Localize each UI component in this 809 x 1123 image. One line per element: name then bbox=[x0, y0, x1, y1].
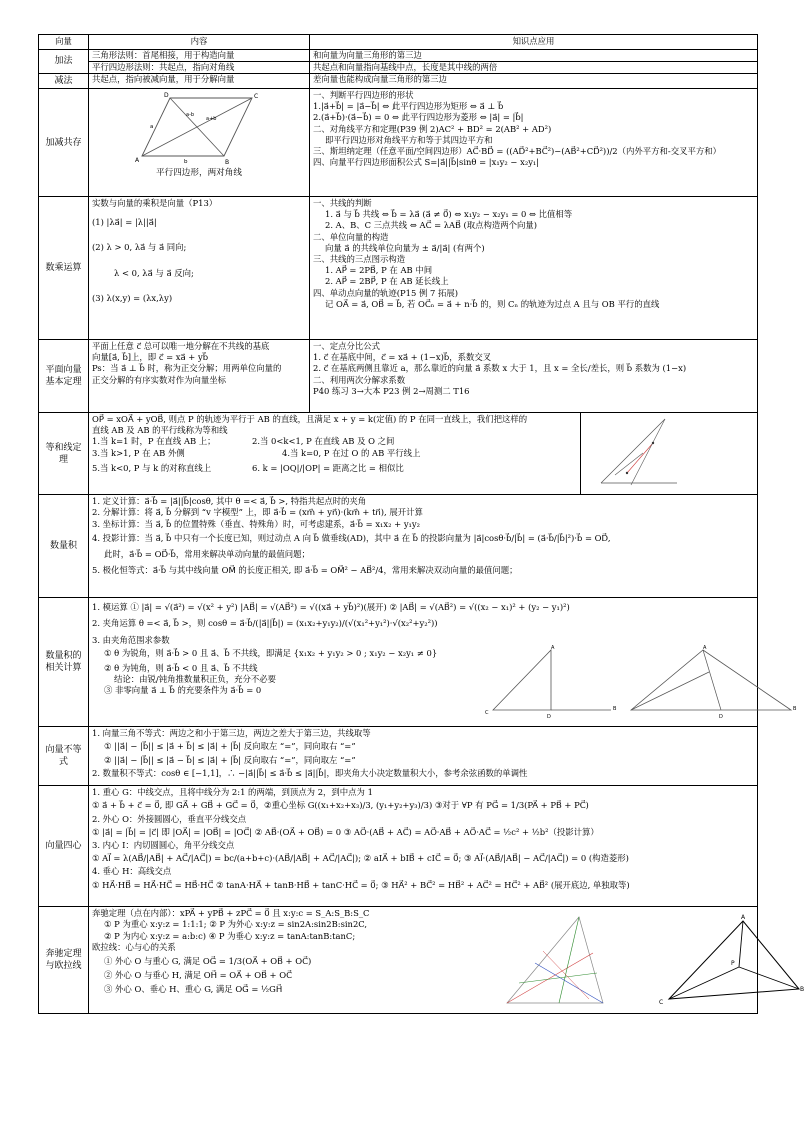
addsub-category: 加减共存 bbox=[39, 89, 89, 197]
dot-category: 数量积 bbox=[39, 495, 89, 598]
related-line: ③ 非零向量 a⃗ ⊥ b⃗ 的充要条件为 a⃗·b⃗ = 0 bbox=[104, 685, 262, 696]
scalar-app-line: 2. A、B、C 三点共线 ⇔ AC⃗ = λAB⃗ (取点构造两个向量) bbox=[325, 220, 538, 231]
related-line: 1. 模运算 ① |a⃗| = √(a⃗²) = √(x² + y²) |AB⃗| = √(AB⃗²) = √((xa⃗ + yb⃗)²)(展开) ② |AB⃗| = √(AB⃗²) = √((x₂ − x₁)² + (y₂ − y₁)²) bbox=[92, 602, 570, 613]
euler-line-figure bbox=[499, 913, 609, 1007]
scalar-app-line: 2. AP⃗ = 2BP⃗, P 在 AB 延长线上 bbox=[325, 276, 449, 287]
scalar-app-line: 1. a⃗ 与 b⃗ 共线 ⇔ b⃗ = λa⃗ (a⃗ ≠ 0⃗) ⇔ x₁y₂ − x₂y₁ = 0 ⇔ 比值相等 bbox=[325, 209, 573, 220]
benz-line: ② 外心 O 与垂心 H, 满足 OH⃗ = OA⃗ + OB⃗ + OC⃗ bbox=[104, 970, 292, 981]
add-app-1: 和向量为向量三角形的第三边 bbox=[310, 50, 758, 62]
ineq-line: ① ||a⃗| − |b⃗|| ≤ |a⃗ + b⃗| ≤ |a⃗| + |b⃗| 反向取左 “=”，同向取右 “=” bbox=[104, 741, 356, 752]
scalar-app-line: 二、单位向量的构造 bbox=[313, 231, 389, 242]
related-line: 3. 由夹角范围求参数 bbox=[92, 634, 170, 645]
basis-app bbox=[310, 340, 758, 413]
scalar-category: 数乘运算 bbox=[39, 197, 89, 340]
equal-item: 3.当 k>1, P 在 AB 外侧 bbox=[92, 447, 185, 458]
related-line: ② θ 为钝角，则 a⃗·b⃗ < 0 且 a⃗、b⃗ 不共线 bbox=[104, 663, 258, 673]
header-col2: 内容 bbox=[89, 35, 310, 50]
scalar-app-line: 一、共线的判断 bbox=[313, 198, 372, 209]
related-line: ① θ 为锐角，则 a⃗·b⃗ > 0 且 a⃗、b⃗ 不共线，即满足 {x₁x₂ + y₁y₂ > 0 ; x₁y₂ − x₂y₁ ≠ 0} bbox=[104, 647, 438, 658]
fig-label-c: C bbox=[254, 93, 259, 101]
equal-item: 6. k = |OQ|/|OP| = 距离之比 = 相似比 bbox=[252, 462, 404, 473]
benz-triangle-figure bbox=[649, 911, 809, 1009]
fig-label-b: B bbox=[225, 159, 230, 167]
benz-label-c: C bbox=[659, 999, 664, 1007]
center-category: 向量四心 bbox=[39, 786, 89, 907]
rel-fig2-a: A bbox=[703, 645, 707, 652]
header-col3: 知识点应用 bbox=[310, 35, 758, 50]
equal-item: 2.当 0<k<1, P 在直线 AB 及 O 之间 bbox=[252, 436, 395, 447]
center-line: ① a⃗ + b⃗ + c⃗ = 0⃗, 即 GA⃗ + GB⃗ + GC⃗ = 0⃗，②重心坐标 G((x₁+x₂+x₃)/3, (y₁+y₂+y₃)/3) ③对于 ∀P 有 PG⃗ = 1/3(PA⃗ + PB⃗ + PC⃗) bbox=[92, 800, 589, 811]
addsub-line: 2.(a⃗+b⃗)·(a⃗−b⃗) = 0 ⇔ 此平行四边形为菱形 ⇔ |a⃗| = |b⃗| bbox=[313, 112, 524, 123]
related-figures bbox=[481, 644, 801, 721]
fig-label-vec-b: b bbox=[184, 159, 188, 166]
scalar-row bbox=[39, 197, 758, 340]
rel-fig1-b: B bbox=[613, 706, 617, 713]
benz-line: 欧拉线：心与心的关系 bbox=[92, 941, 176, 952]
benz-label-p: P bbox=[731, 960, 735, 968]
equal-content bbox=[89, 413, 758, 495]
fig-label-vec-a: a bbox=[150, 124, 154, 131]
sub-row bbox=[39, 74, 758, 89]
related-category: 数量积的相关计算 bbox=[39, 598, 89, 727]
ineq-row bbox=[39, 727, 758, 786]
benz-line: 奔驰定理（点在内部）：xPA⃗ + yPB⃗ + zPC⃗ = 0⃗ 且 x:y:c = S_A:S_B:S_C bbox=[92, 908, 370, 919]
benz-line: ① P 为重心 x:y:z = 1:1:1; ② P 为外心 x:y:z = sin2A:sin2B:sin2C, bbox=[104, 919, 368, 930]
fig-label-d: D bbox=[164, 92, 169, 100]
sub-content: 共起点，指向被减向量，用于分解向量 bbox=[89, 74, 310, 89]
sub-app: 差向量也能构成向量三角形的第三边 bbox=[310, 74, 758, 89]
ineq-content bbox=[89, 727, 758, 786]
related-line: 2. 夹角运算 θ =< a⃗, b⃗ >，则 cosθ = a⃗·b⃗/(|a⃗||b⃗|) = (x₁x₂+y₁y₂)/(√(x₁²+y₁²)·√(x₂²+y₂²)) bbox=[92, 618, 438, 629]
scalar-content bbox=[89, 197, 310, 340]
benz-label-b: B bbox=[800, 986, 805, 994]
add-content-2: 平行四边形法则：共起点，指向对角线 bbox=[89, 62, 310, 74]
center-line: ① AI⃗ = λ(AB⃗/|AB⃗| + AC⃗/|AC⃗|) = bc/(a+b+c)·(AB⃗/|AB⃗| + AC⃗/|AC⃗|); ② aIA⃗ + bIB⃗ + cIC⃗ = 0⃗; ③ AI⃗·(AB⃗/|AB⃗| − AC⃗/|AC⃗|) = 0 (构造菱形) bbox=[92, 853, 629, 864]
scalar-app-line: 记 OA⃗ = a⃗, OB⃗ = b⃗, 若 OC⃗ₙ = a⃗ + n·b⃗ 的，则 Cₙ 的轨迹为过点 A 且与 OB 平行的直线 bbox=[325, 298, 660, 309]
ineq-category: 向量不等式 bbox=[39, 727, 89, 786]
add-category: 加法 bbox=[39, 50, 89, 74]
rel-fig1-d: D bbox=[547, 714, 551, 721]
related-content bbox=[89, 598, 797, 727]
dot-line: 3. 坐标计算：当 a⃗, b⃗ 的位置特殊（垂直、特殊角）时，可考虑建系，a⃗·b⃗ = x₁x₂ + y₁y₂ bbox=[92, 518, 421, 529]
rel-fig2-b: B bbox=[793, 706, 797, 713]
dot-line: 1. 定义计算：a⃗·b⃗ = |a⃗||b⃗|cosθ, 其中 θ =< a⃗, b⃗ >, 特指共起点时的夹角 bbox=[92, 496, 367, 507]
equal-item: 4.当 k=0, P 在过 O 的 AB 平行线上 bbox=[282, 447, 421, 458]
dot-line: 5. 极化恒等式：a⃗·b⃗ 与其中线向量 OM⃗ 的长度正相关, 即 a⃗·b⃗ = OM⃗² − AB⃗²/4，常用来解决双动向量的最值问题； bbox=[92, 565, 518, 576]
related-row bbox=[39, 598, 758, 727]
addsub-line: 四、向量平行四边形面积公式 S=|a⃗||b⃗|sinθ = |x₁y₂ − x₂y₁| bbox=[313, 157, 540, 168]
basis-content bbox=[89, 340, 310, 413]
parallelogram-figure bbox=[124, 90, 274, 168]
vector-summary-table bbox=[38, 34, 805, 1014]
fig-label-diff: a-b bbox=[186, 112, 195, 119]
benz-category: 奔驰定理与欧拉线 bbox=[39, 907, 89, 1014]
center-line: ① |a⃗| = |b⃗| = |c⃗| 即 |OA⃗| = |OB⃗| = |OC⃗| ② AB⃗·(OA⃗ + OB⃗) = 0 ③ AO⃗·(AB⃗ + AC⃗) = AO⃗·AB⃗ + AO⃗·AC⃗ = ½c² + ½b²（投影计算） bbox=[92, 826, 599, 837]
addsub-line: 1.|a⃗+b⃗| = |a⃗−b⃗| ⇔ 此平行四边形为矩形 ⇔ a⃗ ⊥ b⃗ bbox=[313, 101, 504, 112]
scalar-app-line: 三、共线的三点图示构造 bbox=[313, 254, 406, 264]
center-content bbox=[89, 786, 758, 907]
basis-app-line: 1. c⃗ 在基底中间，c⃗ = xa⃗ + (1−x)b⃗，系数交叉 bbox=[313, 352, 492, 363]
ineq-line: 2. 数量积不等式：cosθ ∈ [−1,1]，∴ −|a⃗||b⃗| ≤ a⃗·b⃗ ≤ |a⃗||b⃗|，即夹角大小决定数量积大小，参考余弦函数的单调性 bbox=[92, 767, 528, 778]
ineq-line: 1. 向量三角不等式：两边之和小于第三边，两边之差大于第三边，共线取等 bbox=[92, 728, 371, 739]
center-line: 2. 外心 O：外接圆圆心，垂直平分线交点 bbox=[92, 813, 247, 824]
equal-sum-figure bbox=[581, 413, 757, 491]
scalar-app bbox=[310, 197, 758, 340]
scalar-app-line: 1. AP⃗ = 2PB⃗, P 在 AB 中间 bbox=[325, 265, 433, 276]
equal-line: 直线 AB 及 AB 的平行线称为等和线 bbox=[92, 425, 228, 436]
header-col1: 向量 bbox=[39, 35, 89, 50]
rel-fig2-d: D bbox=[719, 714, 723, 721]
scalar-line: (3) λ(x,y) = (λx,λy) bbox=[92, 292, 173, 303]
dot-row bbox=[39, 495, 758, 598]
center-line: 4. 垂心 H：高线交点 bbox=[92, 866, 172, 877]
benz-row bbox=[39, 907, 758, 1014]
equal-line: OP⃗ = xOA⃗ + yOB⃗, 则点 P 的轨迹为平行于 AB 的直线，且满足 x + y = k(定值) 的 P 在同一直线上，我们把这样的 bbox=[92, 414, 528, 425]
rel-fig1-a: A bbox=[551, 645, 555, 652]
scalar-line: (2) λ > 0, λa⃗ 与 a⃗ 同向; bbox=[92, 242, 187, 253]
basis-app-line: 一、定点分比公式 bbox=[313, 341, 380, 352]
dot-line: 2. 分解计算：将 a⃗, b⃗ 分解到 “v 字模型” 上，即 a⃗·b⃗ = (xm⃗ + yn⃗)·(km⃗ + tn⃗), 展开计算 bbox=[92, 507, 423, 518]
benz-line: ② P 为内心 x:y:z = a:b:c) ④ P 为垂心 x:y:z = tanA:tanB:tanC; bbox=[104, 930, 356, 941]
basis-line: 平面上任意 c⃗ 总可以唯一地分解在不共线的基底 bbox=[92, 341, 270, 352]
addsub-line: 二、对角线平方和定理(P39 例 2)AC² + BD² = 2(AB² + AD²) bbox=[313, 123, 552, 134]
addsub-content bbox=[89, 89, 310, 197]
basis-line: 向量[a⃗, b⃗]上，即 c⃗ = xa⃗ + yb⃗ bbox=[92, 352, 209, 363]
addsub-app bbox=[310, 89, 758, 197]
center-row bbox=[39, 786, 758, 907]
equal-item: 1.当 k=1 时，P 在直线 AB 上； bbox=[92, 436, 216, 447]
add-row-2 bbox=[39, 62, 758, 74]
benz-content bbox=[89, 907, 805, 1014]
add-app-2: 共起点和向量指向基线中点，长度是其中线的两倍 bbox=[310, 62, 758, 74]
addsub-line: 一、判断平行四边形的形状 bbox=[313, 90, 414, 101]
basis-app-line: P40 练习 3→大本 P23 例 2→周测二 T16 bbox=[313, 385, 470, 396]
ineq-line: ② ||a⃗| − |b⃗|| ≤ |a⃗ − b⃗| ≤ |a⃗| + |b⃗| 反向取右 “=”，同向取左 “=” bbox=[104, 754, 356, 765]
rel-fig1-c: C bbox=[485, 710, 489, 717]
sub-category: 减法 bbox=[39, 74, 89, 89]
fig-label-a: A bbox=[135, 157, 140, 165]
scalar-line: λ < 0, λa⃗ 与 a⃗ 反向; bbox=[114, 267, 194, 278]
benz-label-a: A bbox=[741, 914, 746, 922]
equal-category: 等和线定理 bbox=[39, 413, 89, 495]
scalar-line: 实数与向量的乘积是向量（P13） bbox=[92, 198, 218, 209]
addsub-row bbox=[39, 89, 758, 197]
center-line: ① HA⃗·HB⃗ = HA⃗·HC⃗ = HB⃗·HC⃗ ② tanA·HA⃗ + tanB·HB⃗ + tanC·HC⃗ = 0⃗; ③ HA⃗² + BC⃗² = HB⃗² + AC⃗² = HC⃗² + AB⃗² (展开底边, 单独取等) bbox=[92, 879, 630, 890]
related-line: 结论：由锐/钝角推数量积正负，充分不必要 bbox=[114, 674, 276, 685]
basis-line: 正交分解的有序实数对作为向量坐标 bbox=[92, 374, 226, 385]
knowledge-sheet bbox=[38, 34, 805, 1014]
parallelogram-caption: 平行四边形，两对角线 bbox=[156, 168, 242, 179]
basis-app-line: 2. c⃗ 在基底两侧且靠近 a，那么靠近的向量 a⃗ 系数 x 大于 1，且 x = 全长/差长，则 b⃗ 系数为 (1−x) bbox=[313, 363, 687, 374]
basis-app-line: 二、利用两次分解求系数 bbox=[313, 374, 406, 385]
equal-row bbox=[39, 413, 758, 495]
add-row-1 bbox=[39, 50, 758, 62]
scalar-app-line: 四、单动点向量的轨迹(P15 例 7 拓展) bbox=[313, 287, 459, 298]
dot-content bbox=[89, 495, 758, 598]
basis-line: Ps：当 a⃗ ⊥ b⃗ 时，称为正交分解；用两单位向量的 bbox=[92, 363, 282, 374]
center-line: 3. 内心 I：内切圆圆心，角平分线交点 bbox=[92, 840, 235, 850]
fig-label-sum: a+b bbox=[206, 116, 217, 123]
scalar-line: (1) |λa⃗| = |λ||a⃗| bbox=[92, 217, 157, 228]
dot-line: 4. 投影计算：当 a⃗, b⃗ 中只有一个长度已知，则过动点 A 向 b⃗ 做垂线(AD)，其中 a⃗ 在 b⃗ 的投影向量为 |a⃗|cosθ·b⃗/|b⃗| = (a⃗·b⃗/|b⃗|²)·b⃗ = OD⃗, bbox=[92, 532, 611, 543]
basis-category: 平面向量基本定理 bbox=[39, 340, 89, 413]
benz-line: ③ 外心 O、垂心 H、重心 G, 满足 OG⃗ = ½GH⃗ bbox=[104, 984, 283, 995]
add-content-1: 三角形法则：首尾相接，用于构造向量 bbox=[89, 50, 310, 62]
equal-item: 5.当 k<0, P 与 k 的对称直线上 bbox=[92, 462, 212, 473]
scalar-app-line: 向量 a⃗ 的共线单位向量为 ± a⃗/|a⃗| (有两个) bbox=[325, 242, 485, 253]
benz-line: ① 外心 O 与重心 G, 满足 OG⃗ = 1/3(OA⃗ + OB⃗ + OC⃗) bbox=[104, 956, 312, 966]
center-line: 1. 重心 G：中线交点，且将中线分为 2:1 的两端，到顶点为 2，到中点为 1 bbox=[92, 787, 373, 798]
addsub-line: 即平行四边形对角线平方和等于其四边平方和 bbox=[325, 134, 493, 145]
header-row bbox=[39, 35, 758, 50]
basis-row bbox=[39, 340, 758, 413]
addsub-line: 三、斯坦纳定理（任意平面/空间四边形）AC⃗·BD⃗ = ((AD⃗²+BC⃗²)−(AB⃗²+CD⃗²))/2（内外平方和-交叉平方和） bbox=[313, 146, 721, 156]
dot-line: 此时，a⃗·b⃗ = OD⃗·b⃗，常用来解决单动向量的最值问题； bbox=[104, 549, 310, 559]
